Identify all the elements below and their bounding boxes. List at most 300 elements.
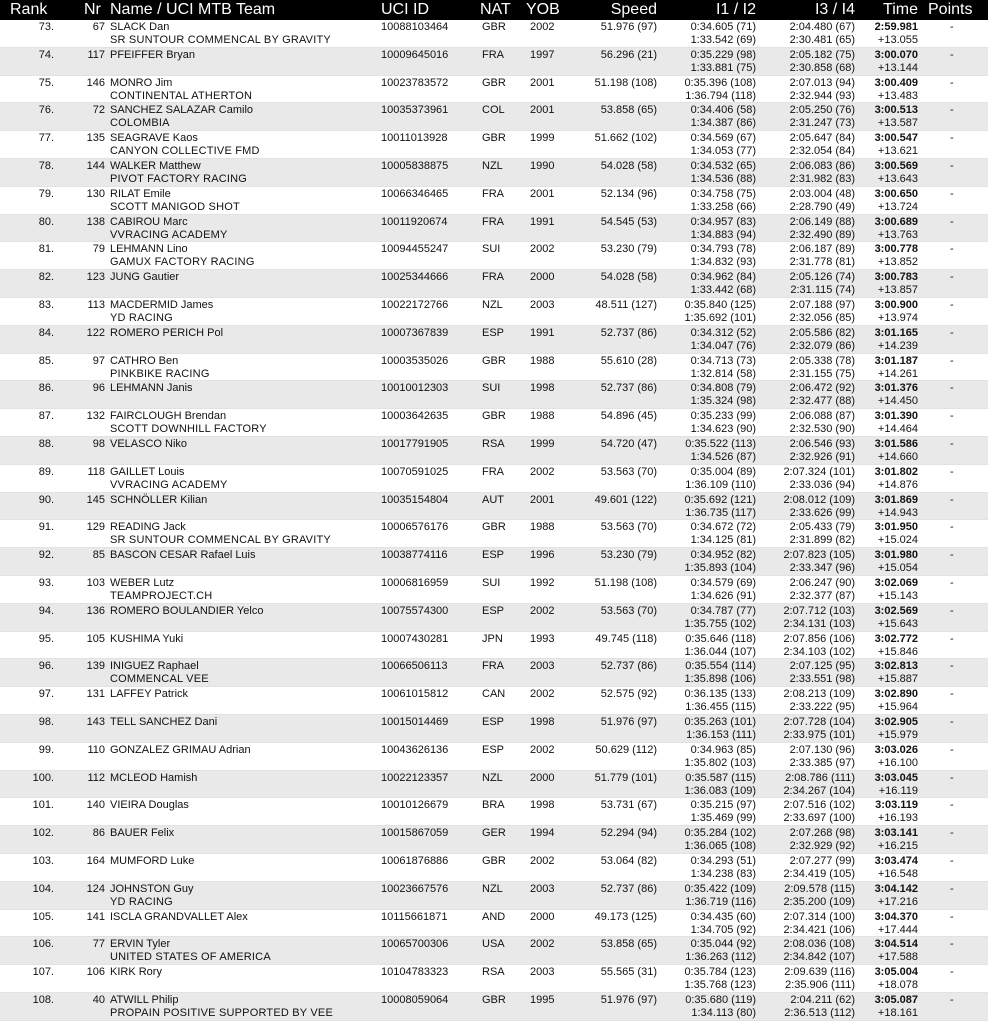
split-i3-cell: 2:05.586 (82) <box>789 326 855 339</box>
rank-cell: 93. <box>38 576 54 589</box>
table-row <box>0 882 988 910</box>
year-of-birth-cell: 2001 <box>530 104 555 117</box>
year-of-birth-cell: 2002 <box>530 243 555 256</box>
number-cell: 124 <box>86 882 105 895</box>
team-name: PINKBIKE RACING <box>110 367 210 380</box>
gap-cell: +18.161 <box>877 1006 918 1019</box>
split-i4-cell: 2:35.906 (111) <box>785 979 855 992</box>
table-row <box>0 659 988 687</box>
table-row <box>0 493 988 521</box>
split-i3-cell: 2:08.012 (109) <box>783 493 855 506</box>
split-i4-cell: 2:33.385 (97) <box>789 756 855 769</box>
split-i3-cell: 2:07.188 (97) <box>789 298 855 311</box>
year-of-birth-cell: 2001 <box>530 187 555 200</box>
nation-cell: NZL <box>482 298 503 311</box>
number-cell: 129 <box>86 521 105 534</box>
rank-cell: 73. <box>38 21 54 33</box>
rank-cell: 96. <box>38 660 54 673</box>
speed-cell: 54.545 (53) <box>600 215 657 228</box>
points-cell: - <box>950 771 954 784</box>
table-row <box>0 715 988 743</box>
uci-id-cell: 10015867059 <box>381 827 449 840</box>
points-cell: - <box>950 437 954 450</box>
gap-cell: +13.643 <box>877 172 918 185</box>
split-i1-cell: 0:34.713 (73) <box>690 354 756 367</box>
split-i3-cell: 2:05.250 (76) <box>789 104 855 117</box>
year-of-birth-cell: 2003 <box>530 882 555 895</box>
split-i2-cell: 1:36.109 (110) <box>685 478 756 491</box>
rider-name: ROMERO BOULANDIER Yelco <box>110 604 264 617</box>
time-cell: 3:04.142 <box>874 882 918 895</box>
number-cell: 85 <box>92 549 105 562</box>
year-of-birth-cell: 2003 <box>530 298 555 311</box>
uci-id-cell: 10008059064 <box>381 993 449 1006</box>
uci-id-cell: 10011013928 <box>381 132 448 145</box>
split-i3-cell: 2:07.130 (96) <box>789 743 855 756</box>
team-name: YD RACING <box>110 311 173 324</box>
uci-id-cell: 10010126679 <box>381 799 449 812</box>
gap-cell: +13.974 <box>877 311 918 324</box>
number-cell: 122 <box>86 326 105 339</box>
split-i4-cell: 2:28.790 (49) <box>789 200 855 213</box>
number-cell: 123 <box>86 271 105 284</box>
table-row <box>0 910 988 938</box>
number-cell: 103 <box>86 576 105 589</box>
header-nat: NAT <box>480 1 511 18</box>
gap-cell: +13.852 <box>877 256 918 269</box>
split-i3-cell: 2:03.004 (48) <box>789 187 855 200</box>
year-of-birth-cell: 2002 <box>530 604 555 617</box>
split-i2-cell: 1:35.898 (106) <box>684 673 756 686</box>
nation-cell: FRA <box>482 48 504 61</box>
split-i4-cell: 2:32.056 (85) <box>789 311 855 324</box>
year-of-birth-cell: 2002 <box>530 688 555 701</box>
year-of-birth-cell: 1991 <box>530 326 555 339</box>
speed-cell: 52.134 (96) <box>600 187 657 200</box>
split-i1-cell: 0:35.229 (98) <box>690 48 756 61</box>
year-of-birth-cell: 2000 <box>530 271 555 284</box>
points-cell: - <box>950 688 954 701</box>
rank-cell: 75. <box>38 76 54 89</box>
speed-cell: 51.662 (102) <box>594 132 657 145</box>
table-row <box>0 298 988 326</box>
header-i1-i2: I1 / I2 <box>715 1 756 18</box>
uci-id-cell: 10035373961 <box>381 104 449 117</box>
split-i3-cell: 2:05.338 (78) <box>789 354 855 367</box>
split-i1-cell: 0:35.004 (89) <box>690 465 756 478</box>
split-i1-cell: 0:34.952 (82) <box>690 549 756 562</box>
split-i4-cell: 2:32.477 (88) <box>789 395 855 408</box>
year-of-birth-cell: 1998 <box>530 799 555 812</box>
rider-name: SLACK Dan <box>110 21 170 33</box>
rank-cell: 91. <box>38 521 54 534</box>
split-i1-cell: 0:34.672 (72) <box>690 521 756 534</box>
uci-id-cell: 10061876886 <box>381 854 449 867</box>
uci-id-cell: 10003642635 <box>381 410 449 423</box>
rank-cell: 78. <box>38 159 54 172</box>
nation-cell: RSA <box>482 437 505 450</box>
nation-cell: GBR <box>482 132 506 145</box>
table-row <box>0 242 988 270</box>
rider-name: BASCON CESAR Rafael Luis <box>110 549 256 562</box>
split-i2-cell: 1:36.153 (111) <box>686 728 756 741</box>
nation-cell: ESP <box>482 715 505 728</box>
split-i3-cell: 2:05.647 (84) <box>789 132 855 145</box>
split-i1-cell: 0:34.787 (77) <box>690 604 756 617</box>
split-i2-cell: 1:33.881 (75) <box>690 61 756 74</box>
points-cell: - <box>950 743 954 756</box>
split-i1-cell: 0:35.263 (101) <box>684 715 756 728</box>
split-i3-cell: 2:07.314 (100) <box>783 910 855 923</box>
split-i3-cell: 2:06.247 (90) <box>789 576 855 589</box>
table-row <box>0 76 988 104</box>
rank-cell: 92. <box>38 549 54 562</box>
gap-cell: +17.588 <box>877 951 918 964</box>
points-cell: - <box>950 326 954 339</box>
table-row <box>0 771 988 799</box>
points-cell: - <box>950 827 954 840</box>
split-i4-cell: 2:31.115 (74) <box>790 284 855 297</box>
split-i2-cell: 1:34.113 (80) <box>691 1006 756 1019</box>
nation-cell: FRA <box>482 465 504 478</box>
team-name: SR SUNTOUR COMMENCAL BY GRAVITY <box>110 34 331 46</box>
split-i1-cell: 0:34.293 (51) <box>690 854 756 867</box>
nation-cell: NZL <box>482 159 503 172</box>
split-i1-cell: 0:34.962 (84) <box>690 271 756 284</box>
time-cell: 3:00.900 <box>874 298 918 311</box>
number-cell: 117 <box>87 48 105 61</box>
time-cell: 3:02.772 <box>874 632 918 645</box>
number-cell: 67 <box>92 21 105 33</box>
team-name: CANYON COLLECTIVE FMD <box>110 145 260 158</box>
split-i3-cell: 2:08.213 (109) <box>783 688 855 701</box>
gap-cell: +13.621 <box>877 145 918 158</box>
split-i3-cell: 2:06.149 (88) <box>789 215 855 228</box>
nation-cell: FRA <box>482 271 504 284</box>
time-cell: 3:03.045 <box>874 771 918 784</box>
table-row <box>0 437 988 465</box>
rider-name: VIEIRA Douglas <box>110 799 189 812</box>
uci-id-cell: 10038774116 <box>381 549 448 562</box>
split-i4-cell: 2:34.131 (103) <box>783 617 855 630</box>
rider-name: FAIRCLOUGH Brendan <box>110 410 227 423</box>
team-name: TEAMPROJECT.CH <box>110 589 213 602</box>
gap-cell: +16.100 <box>877 756 918 769</box>
time-cell: 3:01.950 <box>874 521 918 534</box>
rank-cell: 102. <box>32 827 54 840</box>
uci-id-cell: 10061015812 <box>381 688 449 701</box>
split-i4-cell: 2:34.267 (104) <box>783 784 855 797</box>
points-cell: - <box>950 354 954 367</box>
table-row <box>0 215 988 243</box>
rider-name: JUNG Gautier <box>110 271 180 284</box>
split-i4-cell: 2:32.944 (93) <box>789 89 855 102</box>
speed-cell: 54.028 (58) <box>600 159 657 172</box>
speed-cell: 51.976 (97) <box>600 993 657 1006</box>
rank-cell: 74. <box>38 48 54 61</box>
year-of-birth-cell: 1995 <box>530 993 555 1006</box>
split-i2-cell: 1:36.735 (117) <box>685 506 756 519</box>
gap-cell: +14.450 <box>877 395 918 408</box>
split-i4-cell: 2:30.481 (65) <box>789 34 855 46</box>
table-row <box>0 993 988 1021</box>
time-cell: 3:05.087 <box>874 993 918 1006</box>
rank-cell: 85. <box>38 354 54 367</box>
uci-id-cell: 10035154804 <box>381 493 449 506</box>
header-uci-id: UCI ID <box>381 1 429 18</box>
rider-name: INIGUEZ Raphael <box>110 660 199 673</box>
table-row <box>0 520 988 548</box>
number-cell: 110 <box>87 743 105 756</box>
speed-cell: 52.737 (86) <box>600 382 657 395</box>
nation-cell: USA <box>482 938 505 951</box>
split-i1-cell: 0:35.587 (115) <box>685 771 756 784</box>
nation-cell: RSA <box>482 966 505 979</box>
rank-cell: 105. <box>32 910 54 923</box>
rider-name: ERVIN Tyler <box>110 938 171 951</box>
split-i4-cell: 2:32.929 (92) <box>789 840 855 853</box>
team-name: GAMUX FACTORY RACING <box>110 256 255 269</box>
uci-id-cell: 10066506113 <box>381 660 448 673</box>
rider-name: ISCLA GRANDVALLET Alex <box>110 910 248 923</box>
gap-cell: +18.078 <box>877 979 918 992</box>
points-cell: - <box>950 21 954 33</box>
time-cell: 3:03.119 <box>875 799 918 812</box>
split-i2-cell: 1:35.755 (102) <box>684 617 756 630</box>
rank-cell: 104. <box>32 882 54 895</box>
split-i4-cell: 2:31.899 (82) <box>789 534 855 547</box>
number-cell: 136 <box>86 604 105 617</box>
points-cell: - <box>950 215 954 228</box>
number-cell: 77 <box>92 938 105 951</box>
team-name: SCOTT MANIGOD SHOT <box>110 200 240 213</box>
rank-cell: 84. <box>38 326 54 339</box>
nation-cell: ESP <box>482 326 505 339</box>
split-i2-cell: 1:36.719 (116) <box>685 895 756 908</box>
nation-cell: JPN <box>482 632 503 645</box>
split-i4-cell: 2:32.926 (91) <box>789 450 855 463</box>
year-of-birth-cell: 1999 <box>530 437 555 450</box>
time-cell: 3:00.650 <box>874 187 918 200</box>
gap-cell: +15.846 <box>877 645 918 658</box>
table-row <box>0 103 988 131</box>
gap-cell: +13.857 <box>877 284 918 297</box>
nation-cell: FRA <box>482 660 504 673</box>
number-cell: 135 <box>86 132 105 145</box>
team-name: SR SUNTOUR COMMENCAL BY GRAVITY <box>110 534 331 547</box>
split-i2-cell: 1:34.883 (94) <box>690 228 756 241</box>
speed-cell: 52.737 (86) <box>600 882 657 895</box>
split-i4-cell: 2:31.982 (83) <box>789 172 855 185</box>
uci-id-cell: 10070591025 <box>381 465 449 478</box>
table-row <box>0 20 988 48</box>
number-cell: 143 <box>86 715 105 728</box>
nation-cell: AUT <box>482 493 504 506</box>
split-i4-cell: 2:30.858 (68) <box>789 61 855 74</box>
nation-cell: GBR <box>482 410 506 423</box>
year-of-birth-cell: 1988 <box>530 354 555 367</box>
time-cell: 3:01.869 <box>874 493 918 506</box>
split-i1-cell: 0:35.233 (99) <box>690 410 756 423</box>
rank-cell: 89. <box>38 465 54 478</box>
nation-cell: ESP <box>482 604 505 617</box>
speed-cell: 54.896 (45) <box>600 410 657 423</box>
points-cell: - <box>950 660 954 673</box>
speed-cell: 54.028 (58) <box>600 271 657 284</box>
rider-name: VELASCO Niko <box>110 437 188 450</box>
year-of-birth-cell: 1997 <box>530 48 555 61</box>
time-cell: 3:04.370 <box>874 910 918 923</box>
points-cell: - <box>950 410 954 423</box>
uci-id-cell: 10006816959 <box>381 576 449 589</box>
gap-cell: +15.887 <box>877 673 918 686</box>
year-of-birth-cell: 2000 <box>530 910 555 923</box>
number-cell: 106 <box>86 966 105 979</box>
split-i3-cell: 2:07.823 (105) <box>783 549 855 562</box>
split-i1-cell: 0:34.406 (58) <box>690 104 756 117</box>
rider-name: ATWILL Philip <box>110 993 179 1006</box>
gap-cell: +16.215 <box>877 840 918 853</box>
split-i1-cell: 0:34.312 (52) <box>690 326 756 339</box>
split-i1-cell: 0:35.554 (114) <box>685 660 756 673</box>
table-header <box>0 0 988 20</box>
split-i3-cell: 2:07.712 (103) <box>783 604 855 617</box>
points-cell: - <box>950 715 954 728</box>
gap-cell: +14.261 <box>877 367 918 380</box>
table-row <box>0 326 988 354</box>
time-cell: 3:00.778 <box>874 243 918 256</box>
points-cell: - <box>950 576 954 589</box>
rank-cell: 94. <box>38 604 54 617</box>
rider-name: SCHNÖLLER Kilian <box>110 493 208 506</box>
time-cell: 3:00.783 <box>874 271 918 284</box>
speed-cell: 49.173 (125) <box>594 910 657 923</box>
rider-name: PFEIFFER Bryan <box>110 48 195 61</box>
split-i4-cell: 2:32.377 (87) <box>789 589 855 602</box>
table-row <box>0 798 988 826</box>
uci-id-cell: 10007430281 <box>381 632 449 645</box>
speed-cell: 55.565 (31) <box>600 966 657 979</box>
time-cell: 3:02.813 <box>874 660 918 673</box>
team-name: YD RACING <box>110 895 173 908</box>
header-nr: Nr <box>84 1 101 18</box>
speed-cell: 52.575 (92) <box>600 688 657 701</box>
year-of-birth-cell: 2002 <box>530 938 555 951</box>
split-i2-cell: 1:33.258 (66) <box>690 200 756 213</box>
gap-cell: +17.444 <box>877 923 918 936</box>
team-name: UNITED STATES OF AMERICA <box>110 951 271 964</box>
year-of-birth-cell: 1988 <box>530 521 555 534</box>
split-i1-cell: 0:35.840 (125) <box>684 298 756 311</box>
split-i1-cell: 0:34.532 (65) <box>690 159 756 172</box>
year-of-birth-cell: 1992 <box>530 576 555 589</box>
uci-id-cell: 10005838875 <box>381 159 449 172</box>
number-cell: 138 <box>86 215 105 228</box>
split-i3-cell: 2:05.182 (75) <box>789 48 855 61</box>
nation-cell: SUI <box>482 382 501 395</box>
nation-cell: ESP <box>482 549 505 562</box>
split-i2-cell: 1:34.526 (87) <box>690 450 756 463</box>
uci-id-cell: 10015014469 <box>381 715 449 728</box>
gap-cell: +15.024 <box>877 534 918 547</box>
table-row <box>0 270 988 298</box>
time-cell: 3:00.547 <box>874 132 918 145</box>
rank-cell: 99. <box>38 743 54 756</box>
year-of-birth-cell: 1994 <box>530 827 555 840</box>
header-name-team: Name / UCI MTB Team <box>110 1 276 18</box>
header-i3-i4: I3 / I4 <box>814 1 855 18</box>
split-i2-cell: 1:34.387 (86) <box>690 117 756 130</box>
nation-cell: BRA <box>482 799 505 812</box>
gap-cell: +15.643 <box>877 617 918 630</box>
split-i2-cell: 1:36.083 (109) <box>684 784 756 797</box>
points-cell: - <box>950 271 954 284</box>
table-row <box>0 604 988 632</box>
split-i1-cell: 0:34.605 (71) <box>690 21 756 33</box>
split-i3-cell: 2:09.639 (116) <box>784 966 855 979</box>
points-cell: - <box>950 187 954 200</box>
nation-cell: CAN <box>482 688 506 701</box>
nation-cell: FRA <box>482 187 504 200</box>
nation-cell: ESP <box>482 743 505 756</box>
split-i2-cell: 1:33.442 (68) <box>690 284 756 297</box>
number-cell: 118 <box>87 465 105 478</box>
time-cell: 3:01.586 <box>874 437 918 450</box>
gap-cell: +15.979 <box>877 728 918 741</box>
time-cell: 3:00.569 <box>874 159 918 172</box>
split-i1-cell: 0:35.692 (121) <box>684 493 756 506</box>
uci-id-cell: 10023667576 <box>381 882 449 895</box>
year-of-birth-cell: 1990 <box>530 159 555 172</box>
rank-cell: 88. <box>38 437 54 450</box>
split-i4-cell: 2:33.036 (94) <box>789 478 855 491</box>
speed-cell: 53.858 (65) <box>600 938 657 951</box>
split-i1-cell: 0:35.284 (102) <box>684 827 756 840</box>
points-cell: - <box>950 966 954 979</box>
team-name: COLOMBIA <box>110 117 170 130</box>
split-i3-cell: 2:07.277 (99) <box>789 854 855 867</box>
split-i3-cell: 2:04.211 (62) <box>790 993 855 1006</box>
points-cell: - <box>950 104 954 117</box>
table-row <box>0 381 988 409</box>
split-i1-cell: 0:34.963 (85) <box>690 743 756 756</box>
uci-id-cell: 10066346465 <box>381 187 449 200</box>
points-cell: - <box>950 799 954 812</box>
split-i3-cell: 2:07.856 (106) <box>783 632 855 645</box>
rider-name: MCLEOD Hamish <box>110 771 198 784</box>
uci-id-cell: 10007367839 <box>381 326 449 339</box>
split-i3-cell: 2:07.728 (104) <box>783 715 855 728</box>
gap-cell: +13.763 <box>877 228 918 241</box>
speed-cell: 51.198 (108) <box>594 76 657 89</box>
speed-cell: 51.779 (101) <box>594 771 657 784</box>
rider-name: BAUER Felix <box>110 827 175 840</box>
rank-cell: 80. <box>38 215 54 228</box>
split-i2-cell: 1:34.125 (81) <box>690 534 756 547</box>
header-speed: Speed <box>610 1 657 18</box>
year-of-birth-cell: 1998 <box>530 382 555 395</box>
uci-id-cell: 10043626136 <box>381 743 449 756</box>
split-i1-cell: 0:35.784 (123) <box>684 966 756 979</box>
gap-cell: +14.943 <box>877 506 918 519</box>
split-i1-cell: 0:35.215 (97) <box>690 799 756 812</box>
speed-cell: 53.563 (70) <box>600 521 657 534</box>
speed-cell: 54.720 (47) <box>600 437 657 450</box>
number-cell: 105 <box>86 632 105 645</box>
team-name: VVRACING ACADEMY <box>110 228 228 241</box>
time-cell: 3:03.474 <box>874 854 918 867</box>
table-row <box>0 187 988 215</box>
